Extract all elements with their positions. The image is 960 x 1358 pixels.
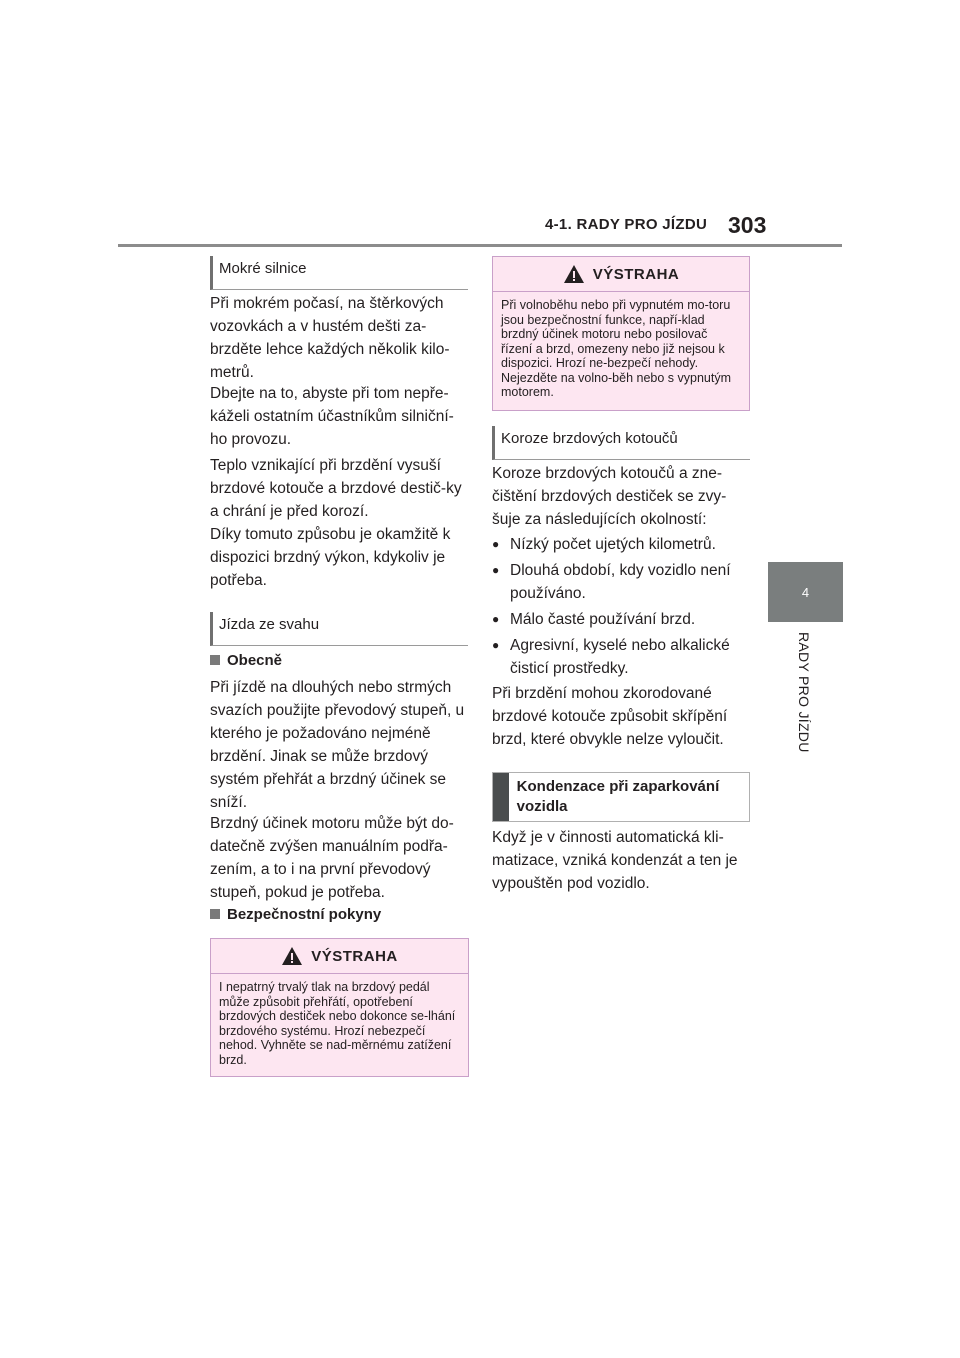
page-number: 303 (728, 212, 767, 238)
warning-header (493, 257, 749, 292)
label-general-text: Obecně (227, 652, 283, 669)
warning-box-right (492, 256, 750, 411)
chapter-number: 4 (801, 584, 810, 600)
chapter-tab (768, 562, 843, 622)
warning-title: VÝSTRAHA (592, 265, 680, 283)
paragraph: Teplo vznikající při brzdění vysuší brzdové kotouče a brzdové destič-ky a chrání je před korozí. (210, 457, 462, 520)
warning-triangle-icon (281, 946, 303, 966)
paragraph: Když je v činnosti automatická kli-matizace, vzniká kondenzát a ten je vypouštěn pod vozidlo. (492, 829, 738, 892)
list-item: ● Málo časté používání brzd. (492, 608, 750, 631)
subheading-wet-roads: Mokré silnice (210, 256, 468, 290)
paragraph: Při brzdění mohou zkorodované brzdové kotouče způsobit skřípění brzd, které obvykle nelze vyloučit. (492, 685, 728, 748)
paragraph: Při jízdě na dlouhých nebo strmých svazích použijte převodový stupeň, u kterého je požadováno nejméně brzdění. Jinak se může brzdový systém přehřát a brzdný účinek se sníží. (210, 679, 465, 811)
warning-text: I nepatrný trvalý tlak na brzdový pedál může způsobit přehřátí, opotřebení brzdových destiček nebo dokonce se-lhání brzdového systému. Hrozí nebezpečí nehod. Vyhněte se nad-měrnému zatížení brzd. (219, 980, 456, 1067)
heading-bar (493, 773, 509, 821)
label-general (210, 652, 282, 669)
list-item: ● Nízký počet ujetých kilometrů. (492, 533, 750, 556)
square-bullet-icon (210, 909, 220, 919)
square-bullet-icon (210, 655, 220, 665)
subheading-slope: Jízda ze svahu (210, 612, 468, 646)
warning-text: Při volnoběhu nebo při vypnutém mo-toru jsou bezpečnostní funkce, napří-klad brzdný účinek motoru nebo posilovač řízení a brzd, omezeny nebo již nejsou k dispozici. Hrozí ne-bezpečí nehody. Nejezděte na volno-běh nebo s vypnutým motorem. (501, 298, 732, 399)
warning-title: VÝSTRAHA (311, 947, 398, 965)
paragraph: Díky tomuto způsobu je okamžitě k dispozici brzdný výkon, kdykoliv je potřeba. (210, 526, 451, 589)
subheading-condensation (492, 772, 750, 822)
label-safety (210, 906, 381, 923)
header-divider (118, 244, 842, 247)
section-title: 4-1. RADY PRO JÍZDU (545, 216, 708, 233)
label-safety-text: Bezpečnostní pokyny (227, 906, 382, 923)
paragraph: Při mokrém počasí, na štěrkových vozovkách a v hustém dešti za-brzděte lehce každých několik kilo-metrů. (210, 295, 450, 381)
paragraph: Koroze brzdových kotoučů a zne-čištění brzdových destiček se zvy-šuje za následujících okolností: (492, 465, 727, 528)
heading-text: Kondenzace při zaparkování vozidla (516, 778, 720, 815)
subheading-corrosion: Koroze brzdových kotoučů (492, 426, 750, 460)
warning-triangle-icon (563, 264, 585, 284)
warning-box-left (210, 938, 469, 1077)
warning-header (211, 939, 468, 974)
paragraph: Brzdný účinek motoru může být do-datečně zvýšen manuálním podřa-zením, a to i na první převodový stupeň, pokud je potřeba. (210, 815, 454, 901)
chapter-side-title: RADY PRO JÍZDU (796, 632, 812, 753)
list-item: ● Dlouhá období, kdy vozidlo není používáno. (492, 559, 750, 605)
paragraph: Dbejte na to, abyste při tom nepře-káželi ostatním účastníkům silniční-ho provozu. (210, 385, 454, 448)
list-item: ● Agresivní, kyselé nebo alkalické čisticí prostředky. (492, 634, 750, 680)
